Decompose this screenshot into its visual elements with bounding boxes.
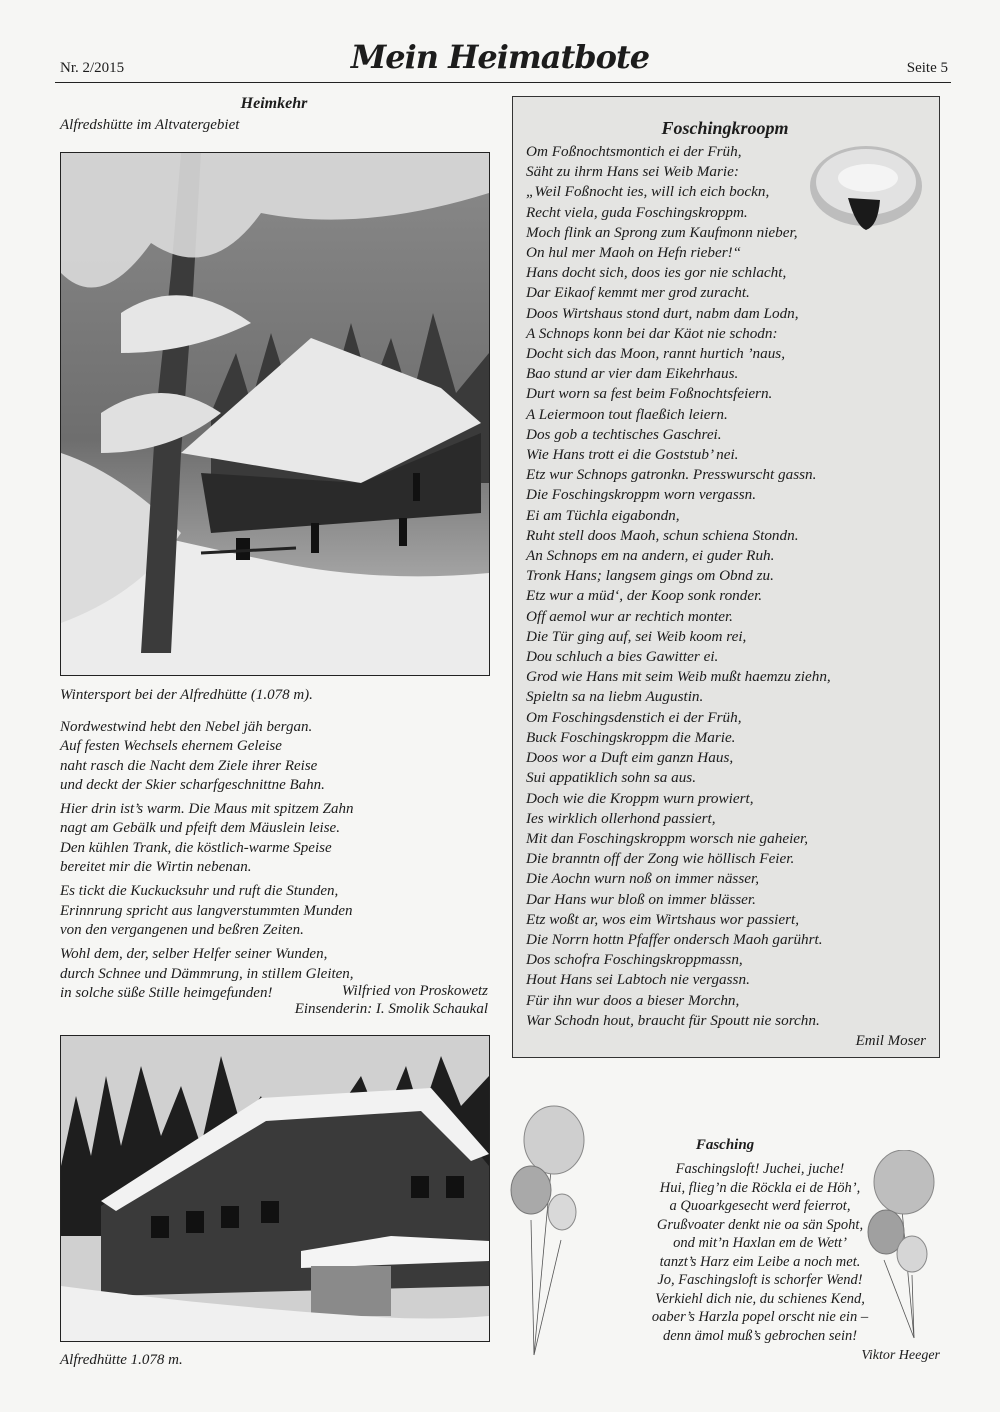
poem-line: War Schodn hout, braucht für Spoutt nie sorchn.	[526, 1011, 820, 1029]
poem-line: naht rasch die Nacht dem Ziele ihrer Reise	[60, 757, 318, 774]
poem-line: Dar Eikaof kemmt mer grod zuracht.	[526, 284, 750, 302]
poem-line: Dos schofra Foschingskroppmassn,	[526, 951, 743, 969]
masthead-logo: Mein Heimatbote	[350, 38, 650, 76]
poem-line: Durt worn sa fest beim Foßnochtsfeiern.	[526, 385, 773, 403]
heimkehr-subtitle: Alfredshütte im Altvatergebiet	[60, 117, 240, 133]
poem-line: Für ihn wur doos a bieser Morchn,	[526, 991, 740, 1009]
fasching-poem	[580, 1160, 940, 1345]
poem-line: Off aemol wur ar rechtich monter.	[526, 607, 733, 625]
poem-line: Die Aochn wurn noß on immer nässer,	[526, 870, 760, 888]
poem-line: Doch wie die Kroppm wurn prowiert,	[526, 789, 754, 807]
poem-line: „Weil Foßnocht ies, will ich eich bockn,	[526, 183, 770, 201]
poem-line: Hout Hans sei Labtoch nie vergassn.	[526, 971, 750, 989]
poem-line: Dar Hans wur bloß on immer blässer.	[526, 890, 756, 908]
poem-line: Verkiehl dich nie, du schienes Kend,	[655, 1290, 865, 1307]
photo2-caption: Alfredhütte 1.078 m.	[60, 1352, 183, 1368]
poem-line: und deckt der Skier scharfgeschnittne Bahn.	[60, 776, 325, 793]
poem-line: Ruht stell doos Maoh, schun schiena Stondn.	[526, 526, 799, 544]
poem-line: Hier drin ist’s warm. Die Maus mit spitzem Zahn	[60, 801, 354, 818]
poem-line: nagt am Gebälk und pfeift dem Mäuslein leise.	[60, 820, 340, 837]
poem-line: von den vergangenen und beßren Zeiten.	[60, 921, 304, 938]
stanza	[60, 718, 490, 795]
heimkehr-title: Heimkehr	[240, 95, 308, 112]
issue-number: Nr. 2/2015	[60, 60, 125, 76]
poem-line: Nordwestwind hebt den Nebel jäh bergan.	[60, 719, 313, 735]
poem-line: Moch flink an Sprong zum Kaufmonn nieber,	[526, 223, 798, 241]
poem-line: Sui appatiklich sohn sa aus.	[526, 769, 697, 787]
heimkehr-submitter: Einsenderin: I. Smolik Schaukal	[294, 1001, 488, 1017]
header-divider	[55, 82, 951, 83]
page-number: Seite 5	[906, 60, 948, 76]
poem-line: Die Foschingskroppm worn vergassn.	[526, 486, 757, 504]
poem-line: Etz woßt ar, wos eim Wirtshaus wor passiert,	[526, 910, 799, 928]
winter-ski-photo-graphic	[61, 153, 489, 675]
poem-line: Etz wur a müd‘, der Koop sonk ronder.	[526, 587, 763, 605]
heimkehr-poem	[60, 718, 490, 1008]
poem-line: denn ämol muß’s gebrochen sein!	[662, 1327, 858, 1344]
poem-line: Om Foßnochtsmontich ei der Früh,	[526, 143, 742, 160]
winter-ski-photo	[60, 152, 490, 676]
poem-line: An Schnops em na andern, ei guder Ruh.	[526, 547, 775, 565]
poem-line: Bao stund ar vier dam Eikehrhaus.	[526, 365, 739, 383]
foschingkroopm-title: Foschingkroopm	[661, 118, 789, 138]
poem-line: Mit dan Foschingskroppm worsch nie gaheier,	[526, 829, 809, 847]
poem-line: Säht zu ihrm Hans sei Weib Marie:	[526, 163, 739, 181]
poem-line: Buck Foschingskroppm die Marie.	[526, 728, 736, 746]
poem-line: Hui, flieg’n die Röckla ei de Höh’,	[659, 1179, 861, 1196]
poem-line: Die branntn off der Zong wie höllisch Feier.	[526, 850, 795, 868]
poem-line: in solche süße Stille heimgefunden!	[60, 984, 273, 1001]
photo1-caption: Wintersport bei der Alfredhütte (1.078 m).	[60, 687, 313, 703]
fasching-title: Fasching	[695, 1137, 755, 1153]
alfredhuette-photo-graphic	[61, 1036, 489, 1341]
poem-line: Die Tür ging auf, sei Weib koom rei,	[526, 627, 747, 645]
stanza	[60, 800, 490, 877]
poem-line: Auf festen Wechsels ehernem Geleise	[60, 738, 282, 755]
poem-line: tanzt’s Harz eim Leibe a noch met.	[659, 1253, 861, 1270]
poem-line: A Schnops konn bei dar Käot nie schodn:	[526, 324, 778, 342]
poem-line: ond mit’n Haxlan em de Wett’	[673, 1235, 847, 1251]
poem-line: Faschingsloft! Juchei, juche!	[675, 1161, 845, 1177]
poem-line: Wohl dem, der, selber Helfer seiner Wunden,	[60, 946, 328, 963]
fasching-author: Viktor Heeger	[861, 1348, 940, 1363]
poem-line: bereitet mir die Wirtin nebenan.	[60, 859, 252, 876]
poem-line: Den kühlen Trank, die köstlich-warme Speise	[60, 839, 332, 856]
poem-line: Grod wie Hans mit seim Weib mußt haemzu ziehn,	[526, 668, 831, 686]
poem-line: a Quoarkgesecht werd feierrot,	[669, 1198, 851, 1214]
poem-line: Wie Hans trott ei die Goststub’ nei.	[526, 446, 739, 464]
poem-line: Etz wur Schnops gatronkn. Presswurscht gassn.	[526, 466, 817, 484]
poem-line: Doos wor a Duft eim ganzn Haus,	[526, 749, 734, 767]
poem-line: Grußvoater denkt nie oa sän Spoht,	[656, 1216, 864, 1233]
heimkehr-author: Wilfried von Proskowetz	[341, 983, 488, 999]
poem-line: Doos Wirtshaus stond durt, nabm dam Lodn,	[526, 304, 799, 322]
foschingkroopm-poem	[526, 142, 926, 1031]
poem-line: A Leiermoon tout flaeßich leiern.	[526, 405, 728, 423]
poem-line: Die Norrn hottn Pfaffer ondersch Maoh garührt.	[526, 930, 823, 948]
poem-line: durch Schnee und Dämmrung, in stillem Gleiten,	[60, 965, 354, 982]
poem-line: Recht viela, guda Foschingskroppm.	[526, 203, 748, 221]
poem-line: Hans docht sich, doos ies gor nie schlacht,	[526, 264, 787, 282]
poem-line: Erinnrung spricht aus langverstummten Munden	[60, 902, 353, 919]
poem-line: Spieltn sa na liebm Augustin.	[526, 688, 704, 706]
poem-line: Om Foschingsdenstich ei der Früh,	[526, 708, 742, 726]
stanza	[60, 882, 490, 940]
poem-line: Jo, Faschingsloft is schorfer Wend!	[657, 1272, 863, 1288]
poem-line: Dou schluch a bies Gawitter ei.	[526, 648, 719, 666]
poem-line: Es tickt die Kuckucksuhr und ruft die Stunden,	[60, 883, 339, 900]
poem-line: On hul mer Maoh on Hefn rieber!“	[526, 244, 742, 262]
poem-line: Dos gob a techtisches Gaschrei.	[526, 425, 722, 443]
alfredhuette-photo	[60, 1035, 490, 1342]
poem-line: Docht sich das Moon, rannt hurtich ’naus,	[526, 345, 786, 363]
poem-line: Ei am Tüchla eigabondn,	[526, 506, 680, 524]
poem-line: oaber’s Harzla popel orscht nie ein –	[651, 1309, 869, 1325]
poem-line: Ies wirklich ollerhond passiert,	[526, 809, 716, 827]
poem-line: Tronk Hans; langsem gings om Obnd zu.	[526, 567, 774, 585]
foschingkroopm-author: Emil Moser	[855, 1033, 926, 1049]
